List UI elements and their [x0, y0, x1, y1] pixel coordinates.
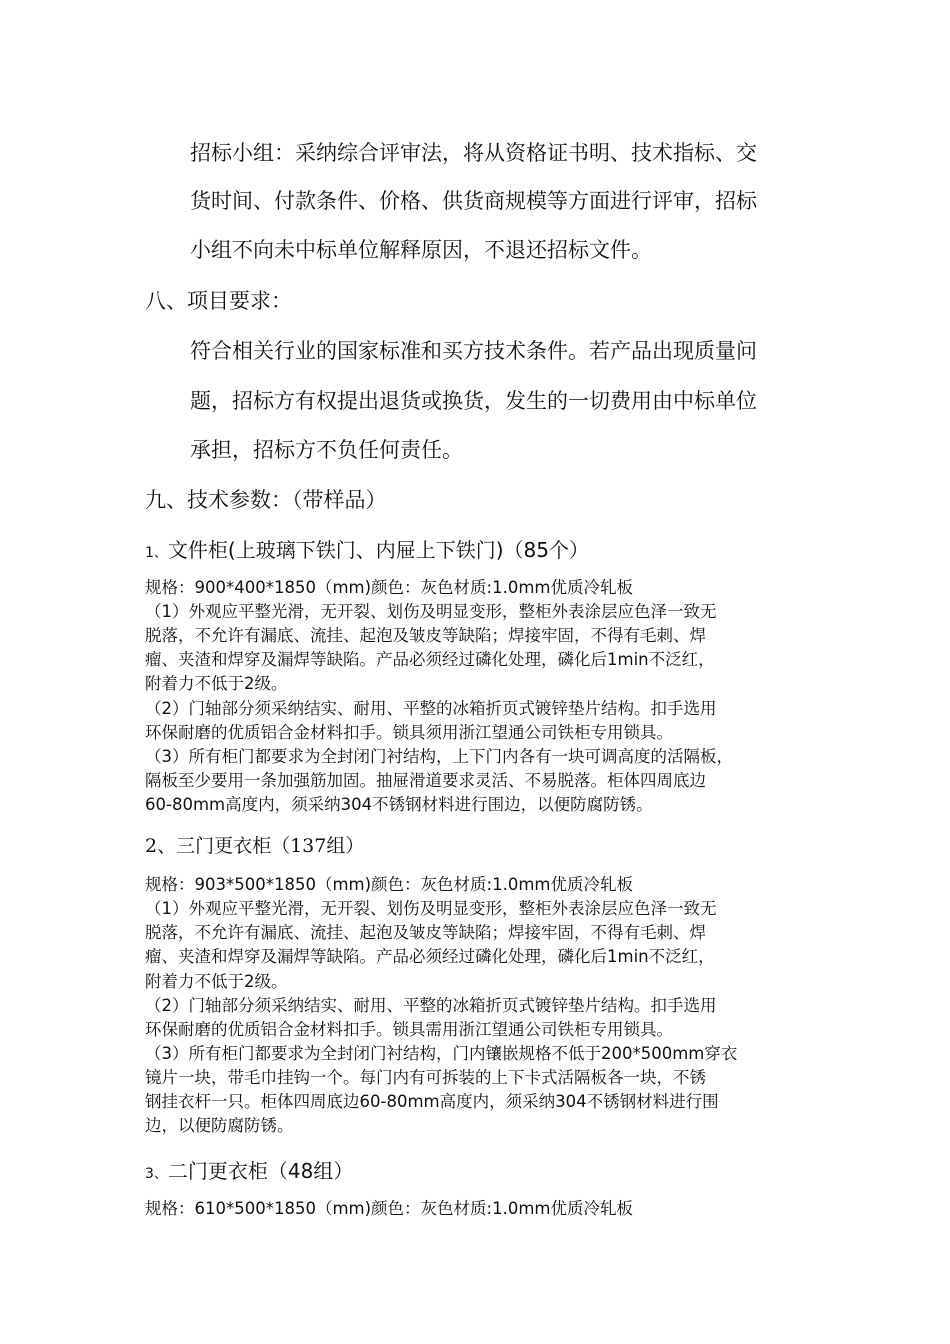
intro-line-1: 招标小组：采纳综合评审法，将从资格证书明、技术指标、交	[190, 141, 757, 165]
item-1-spec: 规格：900*400*1850（mm)颜色：灰色材质:1.0mm优质冷轧板	[145, 578, 634, 597]
item-1-line: 环保耐磨的优质铝合金材料扣手。锁具须用浙江望通公司铁柜专用锁具。	[145, 723, 673, 742]
section-8-heading: 八、项目要求：	[145, 289, 292, 313]
item-2-line: （3）所有柜门都要求为全封闭门衬结构，门内镶嵌规格不低于200*500mm穿衣	[145, 1044, 738, 1063]
item-1-line: （1）外观应平整光滑，无开裂、划伤及明显变形，整柜外表涂层应色泽一致无	[145, 602, 717, 621]
intro-line-3: 小组不向未中标单位解释原因，不退还招标文件。	[190, 238, 652, 262]
item-2-heading: 2、三门更衣柜（137组）	[145, 835, 365, 857]
item-1-line: 隔板至少要用一条加强筋加固。抽屉滑道要求灵活、不易脱落。柜体四周底边	[145, 771, 706, 790]
item-1-line: 60-80mm高度内，须采纳304不锈钢材料进行围边，以便防腐防锈。	[145, 795, 653, 814]
item-2-line: 环保耐磨的优质铝合金材料扣手。锁具需用浙江望通公司铁柜专用锁具。	[145, 1020, 673, 1039]
item-2-line: （2）门轴部分须采纳结实、耐用、平整的冰箱折页式镀锌垫片结构。扣手选用	[145, 996, 717, 1015]
section-8-line-1: 符合相关行业的国家标准和买方技术条件。若产品出现质量问	[190, 339, 757, 363]
item-2-line: 边，以便防腐防锈。	[145, 1116, 294, 1135]
item-1-title: 文件柜(上玻璃下铁门、内屉上下铁门)（85个）	[167, 538, 589, 562]
item-1-line: 附着力不低于2级。	[145, 674, 288, 693]
item-2-line: 脱落，不允许有漏底、流挂、起泡及皱皮等缺陷；焊接牢固，不得有毛刺、焊	[145, 923, 706, 942]
item-2-line: 附着力不低于2级。	[145, 972, 288, 991]
item-1-line: 脱落，不允许有漏底、流挂、起泡及皱皮等缺陷；焊接牢固，不得有毛刺、焊	[145, 626, 706, 645]
item-2-line: 镜片一块，带毛巾挂钩一个。每门内有可拆装的上下卡式活隔板各一块，不锈	[145, 1068, 706, 1087]
item-2-line: （1）外观应平整光滑，无开裂、划伤及明显变形，整柜外表涂层应色泽一致无	[145, 899, 717, 918]
item-2-spec: 规格：903*500*1850（mm)颜色：灰色材质:1.0mm优质冷轧板	[145, 875, 634, 894]
section-8-line-2: 题，招标方有权提出退货或换货，发生的一切费用由中标单位	[190, 389, 757, 413]
item-1-number: 1、	[145, 545, 168, 561]
section-8-line-3: 承担，招标方不负任何责任。	[190, 438, 463, 462]
section-9-heading: 九、技术参数：（带样品）	[145, 488, 387, 512]
item-1-line: （3）所有柜门都要求为全封闭门衬结构，上下门内各有一块可调高度的活隔板，	[145, 747, 733, 766]
item-3-spec: 规格：610*500*1850（mm)颜色：灰色材质:1.0mm优质冷轧板	[145, 1199, 634, 1218]
item-1-heading	[145, 537, 589, 566]
item-3-heading	[145, 1158, 353, 1187]
item-1-line: （2）门轴部分须采纳结实、耐用、平整的冰箱折页式镀锌垫片结构。扣手选用	[145, 699, 717, 718]
item-1-line: 瘤、夹渣和焊穿及漏焊等缺陷。产品必须经过磷化处理，磷化后1min不泛红，	[145, 650, 715, 669]
item-2-line: 钢挂衣杆一只。柜体四周底边60-80mm高度内，须采纳304不锈钢材料进行围	[145, 1092, 719, 1111]
intro-line-2: 货时间、付款条件、价格、供货商规模等方面进行评审，招标	[190, 189, 757, 213]
item-3-title: 二门更衣柜（48组）	[167, 1159, 354, 1183]
item-2-line: 瘤、夹渣和焊穿及漏焊等缺陷。产品必须经过磷化处理，磷化后1min不泛红，	[145, 947, 715, 966]
item-3-number: 3、	[145, 1166, 168, 1182]
